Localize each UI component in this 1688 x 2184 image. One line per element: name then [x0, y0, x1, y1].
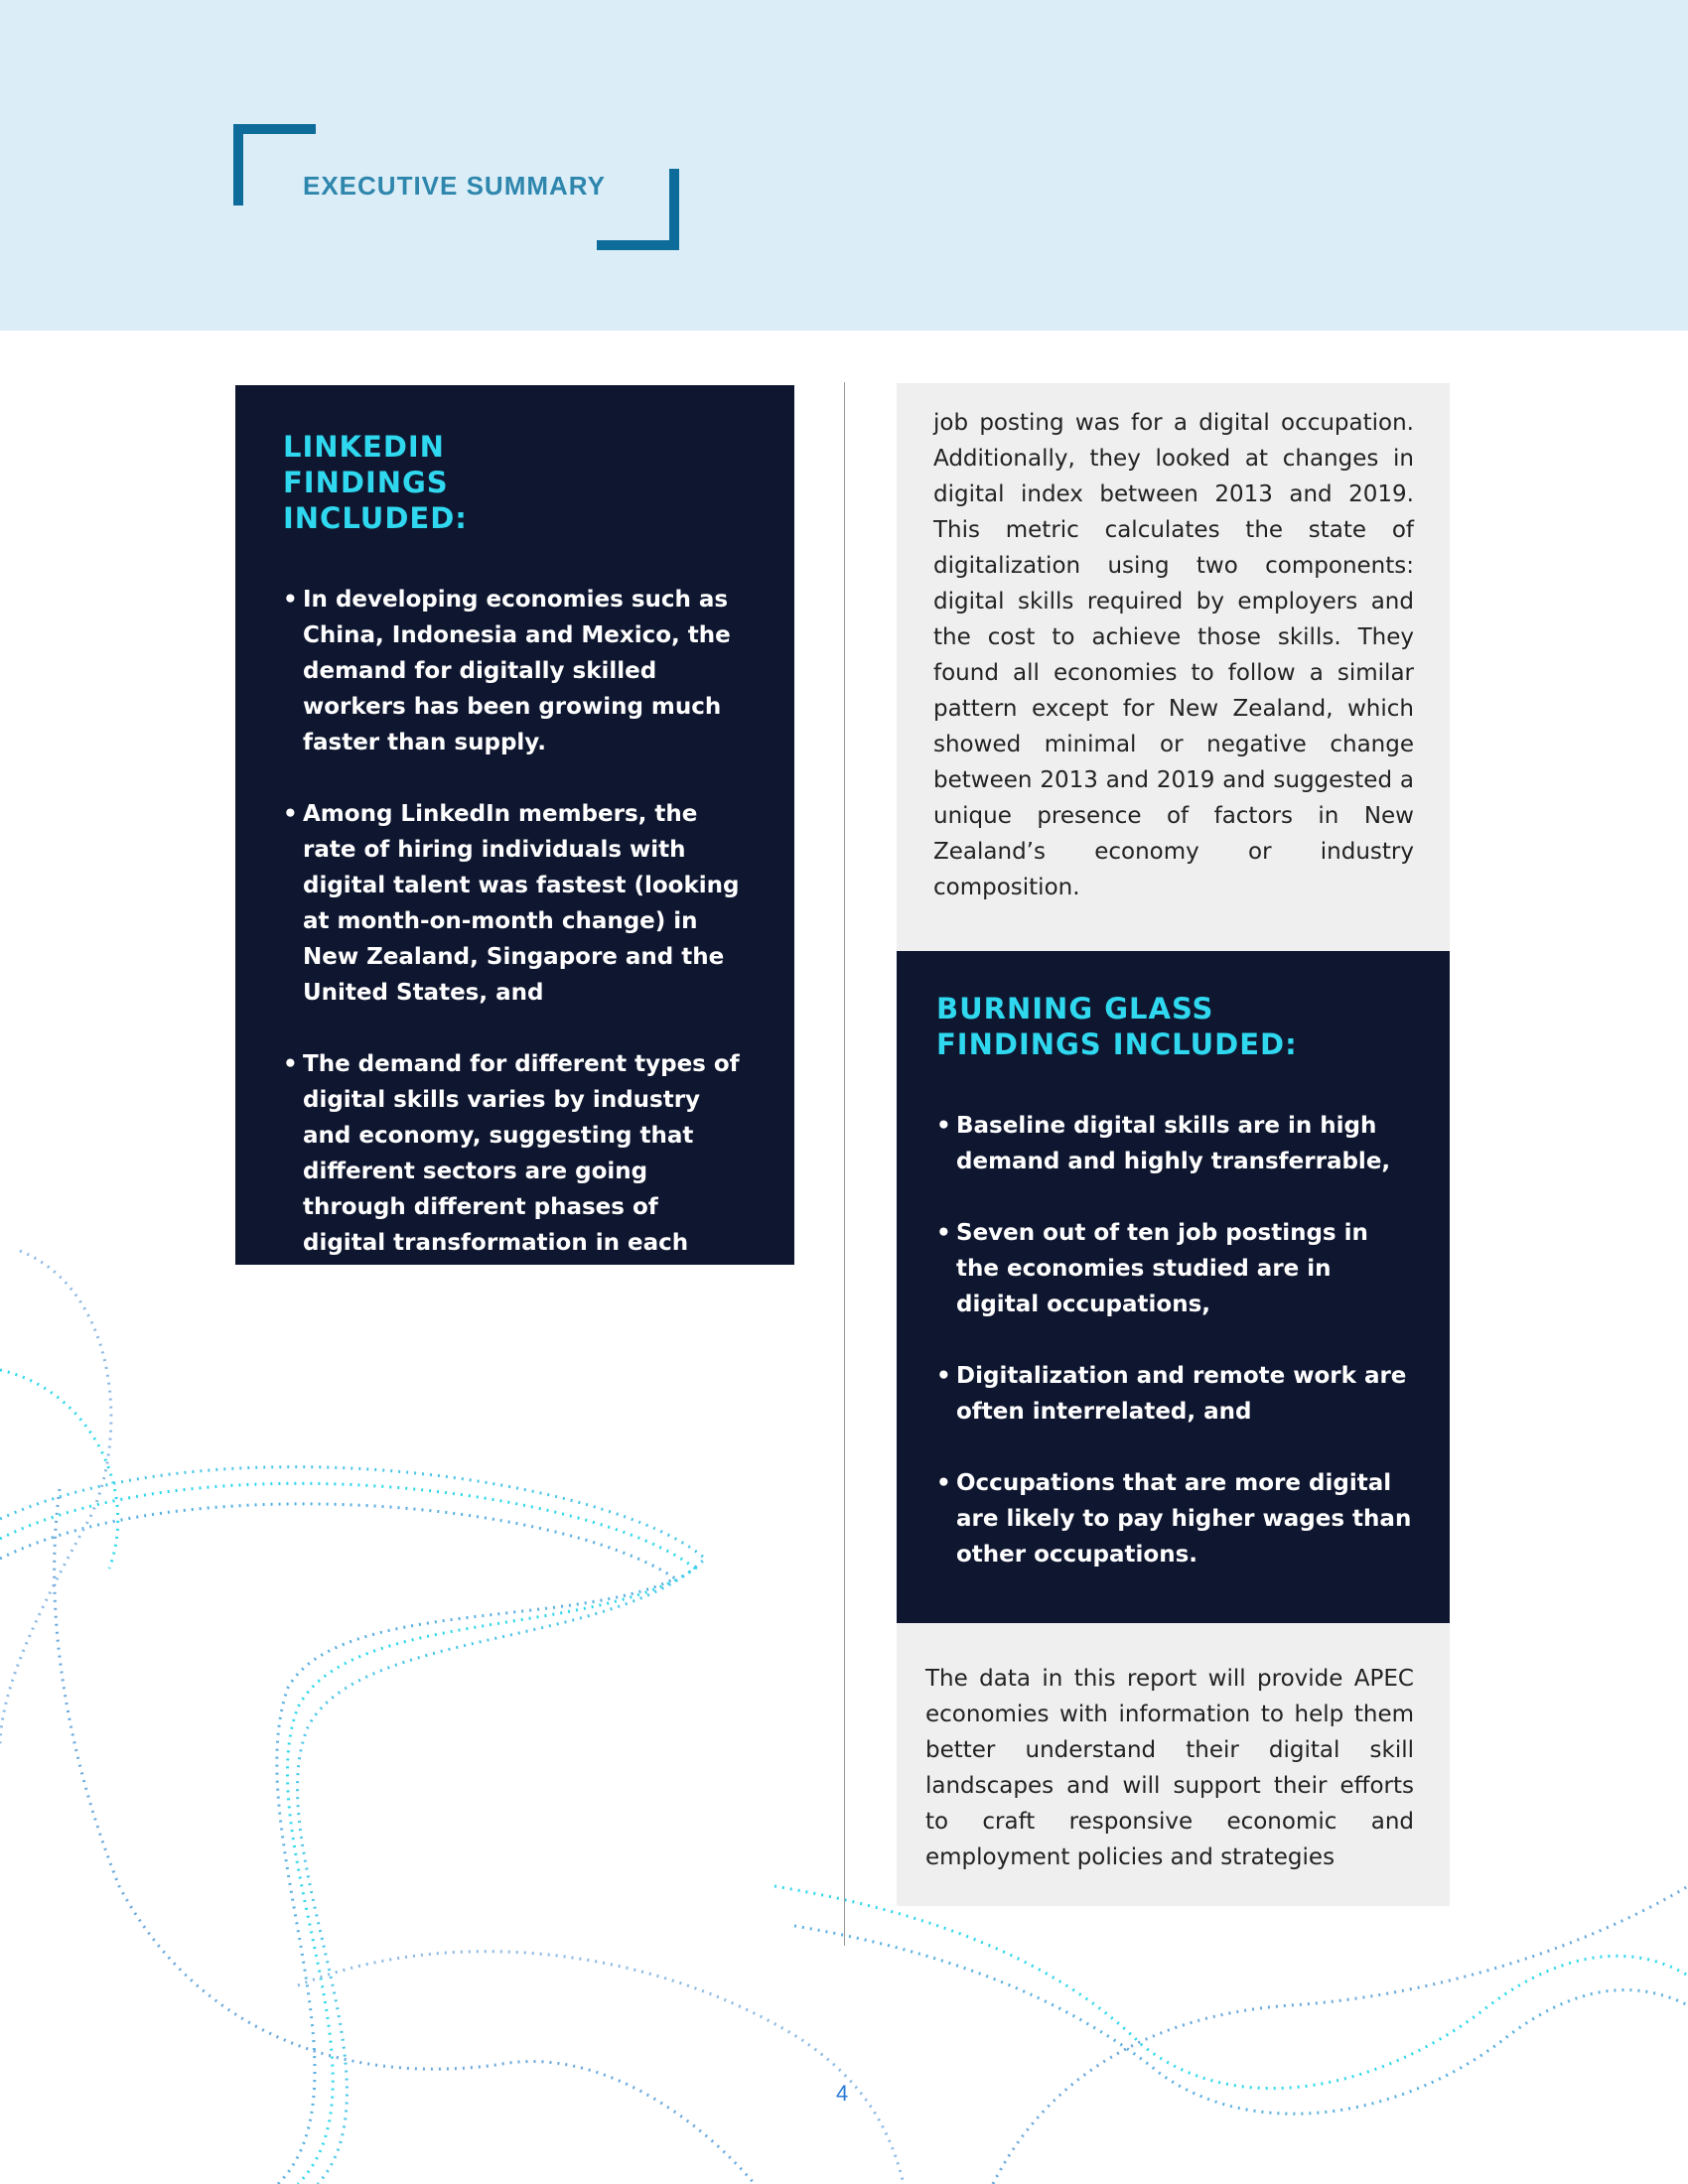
list-item: • Baseline digital skills are in high demand and highly transferrable, [936, 1108, 1414, 1179]
page-number: 4 [836, 2081, 849, 2106]
bracket-top-left [233, 124, 243, 205]
column-divider [844, 382, 845, 1946]
linkedin-list [283, 582, 747, 1297]
closing-text-box [897, 1623, 1450, 1906]
bracket-bottom-right [669, 169, 679, 250]
bracket-top-left [233, 124, 316, 134]
list-item: • Occupations that are more digital are likely to pay higher wages than other occupations. [936, 1465, 1414, 1572]
list-item: • Digitalization and remote work are often interrelated, and [936, 1358, 1414, 1430]
bracket-bottom-right [597, 240, 679, 250]
list-item: • In developing economies such as China, Indonesia and Mexico, the demand for digitally skilled workers has been growing much faster than supply. [283, 582, 747, 760]
closing-paragraph: The data in this report will provide APEC economies with information to help them better understand their digital skill landscapes and will support their efforts to craft responsive economic and employment policies and strategies [925, 1666, 1414, 1870]
linkedin-findings-box [235, 385, 794, 1292]
burning-glass-list [936, 1108, 1414, 1572]
section-title: EXECUTIVE SUMMARY [303, 171, 606, 201]
list-item: • Seven out of ten job postings in the economies studied are in digital occupations, [936, 1215, 1414, 1322]
header-band [0, 0, 1688, 331]
linkedin-heading: LINKEDIN FINDINGS INCLUDED: [283, 430, 468, 535]
burning-glass-findings-box [897, 951, 1450, 1623]
burning-glass-heading: BURNING GLASS FINDINGS INCLUDED: [936, 992, 1298, 1061]
continued-paragraph: job posting was for a digital occupation. Additionally, they looked at changes in digital index between 2013 and 2019. This metric calculates the state of digitalization using two components: digital skills required by employers and the cost to achieve those skills. They found all economies to follow a similar pattern except for New Zealand, which showed minimal or negative change between 2013 and 2019 and suggested a unique presence of factors in New Zealand’s economy or industry composition. [933, 410, 1414, 900]
list-item: • The demand for different types of digital skills varies by industry and economy, suggesting that different sectors are going through different phases of digital transformation in each economy. [283, 1046, 747, 1297]
continued-text-box [897, 383, 1450, 951]
list-item: • Among LinkedIn members, the rate of hiring individuals with digital talent was fastest (looking at month-on-month change) in New Zealand, Singapore and the United States, and [283, 796, 747, 1011]
